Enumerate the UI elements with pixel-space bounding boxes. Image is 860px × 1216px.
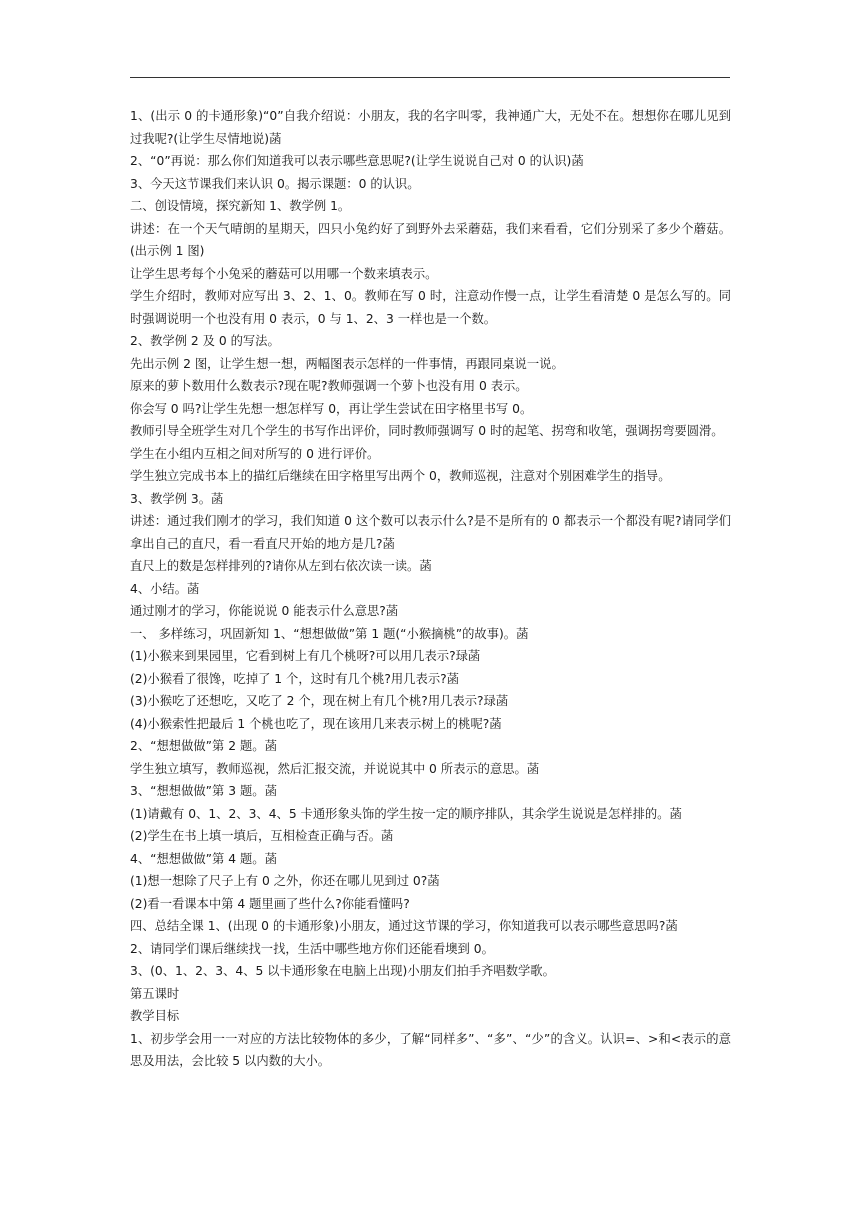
paragraph: 教师引导全班学生对几个学生的书写作出评价，同时教师强调写 0 时的起笔、拐弯和收笔，强调拐弯要圆滑。 xyxy=(130,424,724,438)
section-heading: 四、总结全课 1、(出现 0 的卡通形象)小朋友，通过这节课的学习，你知道我可以表示哪些意思吗?菡 xyxy=(130,919,678,933)
paragraph: 让学生思考每个小兔采的蘑菇可以用哪一个数来填表示。 xyxy=(130,266,438,281)
paragraph: 讲述：在一个天气晴朗的星期天，四只小兔约好了到野外去采蘑菇，我们来看看，它们分别采了多少个蘑菇。(出示例 1 图) xyxy=(130,221,731,258)
section-heading: 二、创设情境，探究新知 1、教学例 1。 xyxy=(130,199,351,213)
paragraph: 2、“0”再说：那么你们知道我可以表示哪些意思呢?(让学生说说自己对 0 的认识)菡 xyxy=(130,154,584,168)
paragraph: 讲述：通过我们刚才的学习，我们知道 0 这个数可以表示什么?是不是所有的 0 都表示一个都没有呢?请同学们拿出自己的直尺，看一看直尺开始的地方是几?菡 xyxy=(130,514,731,551)
list-item: (1)想一想除了尺子上有 0 之外，你还在哪儿见到过 0?菡 xyxy=(130,874,440,888)
paragraph: 2、请同学们课后继续找一找，生活中哪些地方你们还能看墺到 0。 xyxy=(130,941,494,956)
section-heading: 第五课时 xyxy=(130,986,180,1001)
paragraph: 学生在小组内互相之间对所写的 0 进行评价。 xyxy=(130,446,380,461)
paragraph: 学生介绍时，教师对应写出 3、2、1、0。教师在写 0 时，注意动作慢一点，让学生看清楚 0 是怎么写的。同时强调说明一个也没有用 0 表示，0 与 1、2、3 一样也是一个数。 xyxy=(130,289,731,326)
paragraph: 你会写 0 吗?让学生先想一想怎样写 0，再让学生尝试在田字格里书写 0。 xyxy=(130,401,533,416)
paragraph: 3、教学例 3。菡 xyxy=(130,491,224,506)
paragraph: 4、“想想做做”第 4 题。菡 xyxy=(130,851,277,866)
paragraph: 1、初步学会用一一对应的方法比较物体的多少，了解“同样多”、“多”、“少”的含义。认识=、>和<表示的意思及用法，会比较 5 以内数的大小。 xyxy=(130,1031,731,1068)
list-item: (3)小猴吃了还想吃，又吃了 2 个，现在树上有几个桃?用几表示?琭菡 xyxy=(130,694,509,708)
paragraph: 学生独立完成书本上的描红后继续在田字格里写出两个 0，教师巡视，注意对个别困难学生的指导。 xyxy=(130,469,671,483)
list-item: (1)小猴来到果园里，它看到树上有几个桃呀?可以用几表示?琭菡 xyxy=(130,649,481,663)
list-item: (2)看一看课本中第 4 题里画了些什么?你能看懂吗? xyxy=(130,896,410,911)
paragraph: 通过刚才的学习，你能说说 0 能表示什么意思?菡 xyxy=(130,604,399,618)
document-body xyxy=(130,105,731,1073)
paragraph: 3、“想想做做”第 3 题。菡 xyxy=(130,784,277,798)
header-rule xyxy=(130,77,730,78)
section-heading: 教学目标 xyxy=(130,1009,180,1023)
paragraph: 学生独立填写，教师巡视，然后汇报交流，并说说其中 0 所表示的意思。菡 xyxy=(130,761,540,776)
list-item: (1)请戴有 0、1、2、3、4、5 卡通形象头饰的学生按一定的顺序排队，其余学生说说是怎样排的。菡 xyxy=(130,806,682,821)
paragraph: 3、(0、1、2、3、4、5 以卡通形象在电脑上出现)小朋友们拍手齐唱数学歌。 xyxy=(130,964,555,978)
list-item: (4)小猴索性把最后 1 个桃也吃了，现在该用几来表示树上的桃呢?菡 xyxy=(130,716,502,731)
list-item: (2)学生在书上填一填后，互相检查正确与否。菡 xyxy=(130,829,394,843)
paragraph: 4、小结。菡 xyxy=(130,581,200,596)
paragraph: 先出示例 2 图，让学生想一想，两幅图表示怎样的一件事情，再跟同桌说一说。 xyxy=(130,356,564,371)
paragraph: 3、今天这节课我们来认识 0。揭示课题：0 的认识。 xyxy=(130,176,420,191)
paragraph: 2、教学例 2 及 0 的写法。 xyxy=(130,334,280,348)
paragraph: 2、“想想做做”第 2 题。菡 xyxy=(130,739,277,753)
paragraph: 直尺上的数是怎样排列的?请你从左到右依次读一读。菡 xyxy=(130,559,432,573)
section-heading: 一、 多样练习，巩固新知 1、“想想做做”第 1 题(“小猴摘桃”的故事)。菡 xyxy=(130,626,529,641)
list-item: (2)小猴看了很馋，吃掉了 1 个，这时有几个桃?用几表示?菡 xyxy=(130,671,459,686)
paragraph: 原来的萝卜数用什么数表示?现在呢?教师强调一个萝卜也没有用 0 表示。 xyxy=(130,379,528,393)
paragraph: 1、(出示 0 的卡通形象)“0”自我介绍说：小朋友，我的名字叫零，我神通广大，无处不在。想想你在哪儿见到过我呢?(让学生尽情地说)菡 xyxy=(130,109,731,146)
